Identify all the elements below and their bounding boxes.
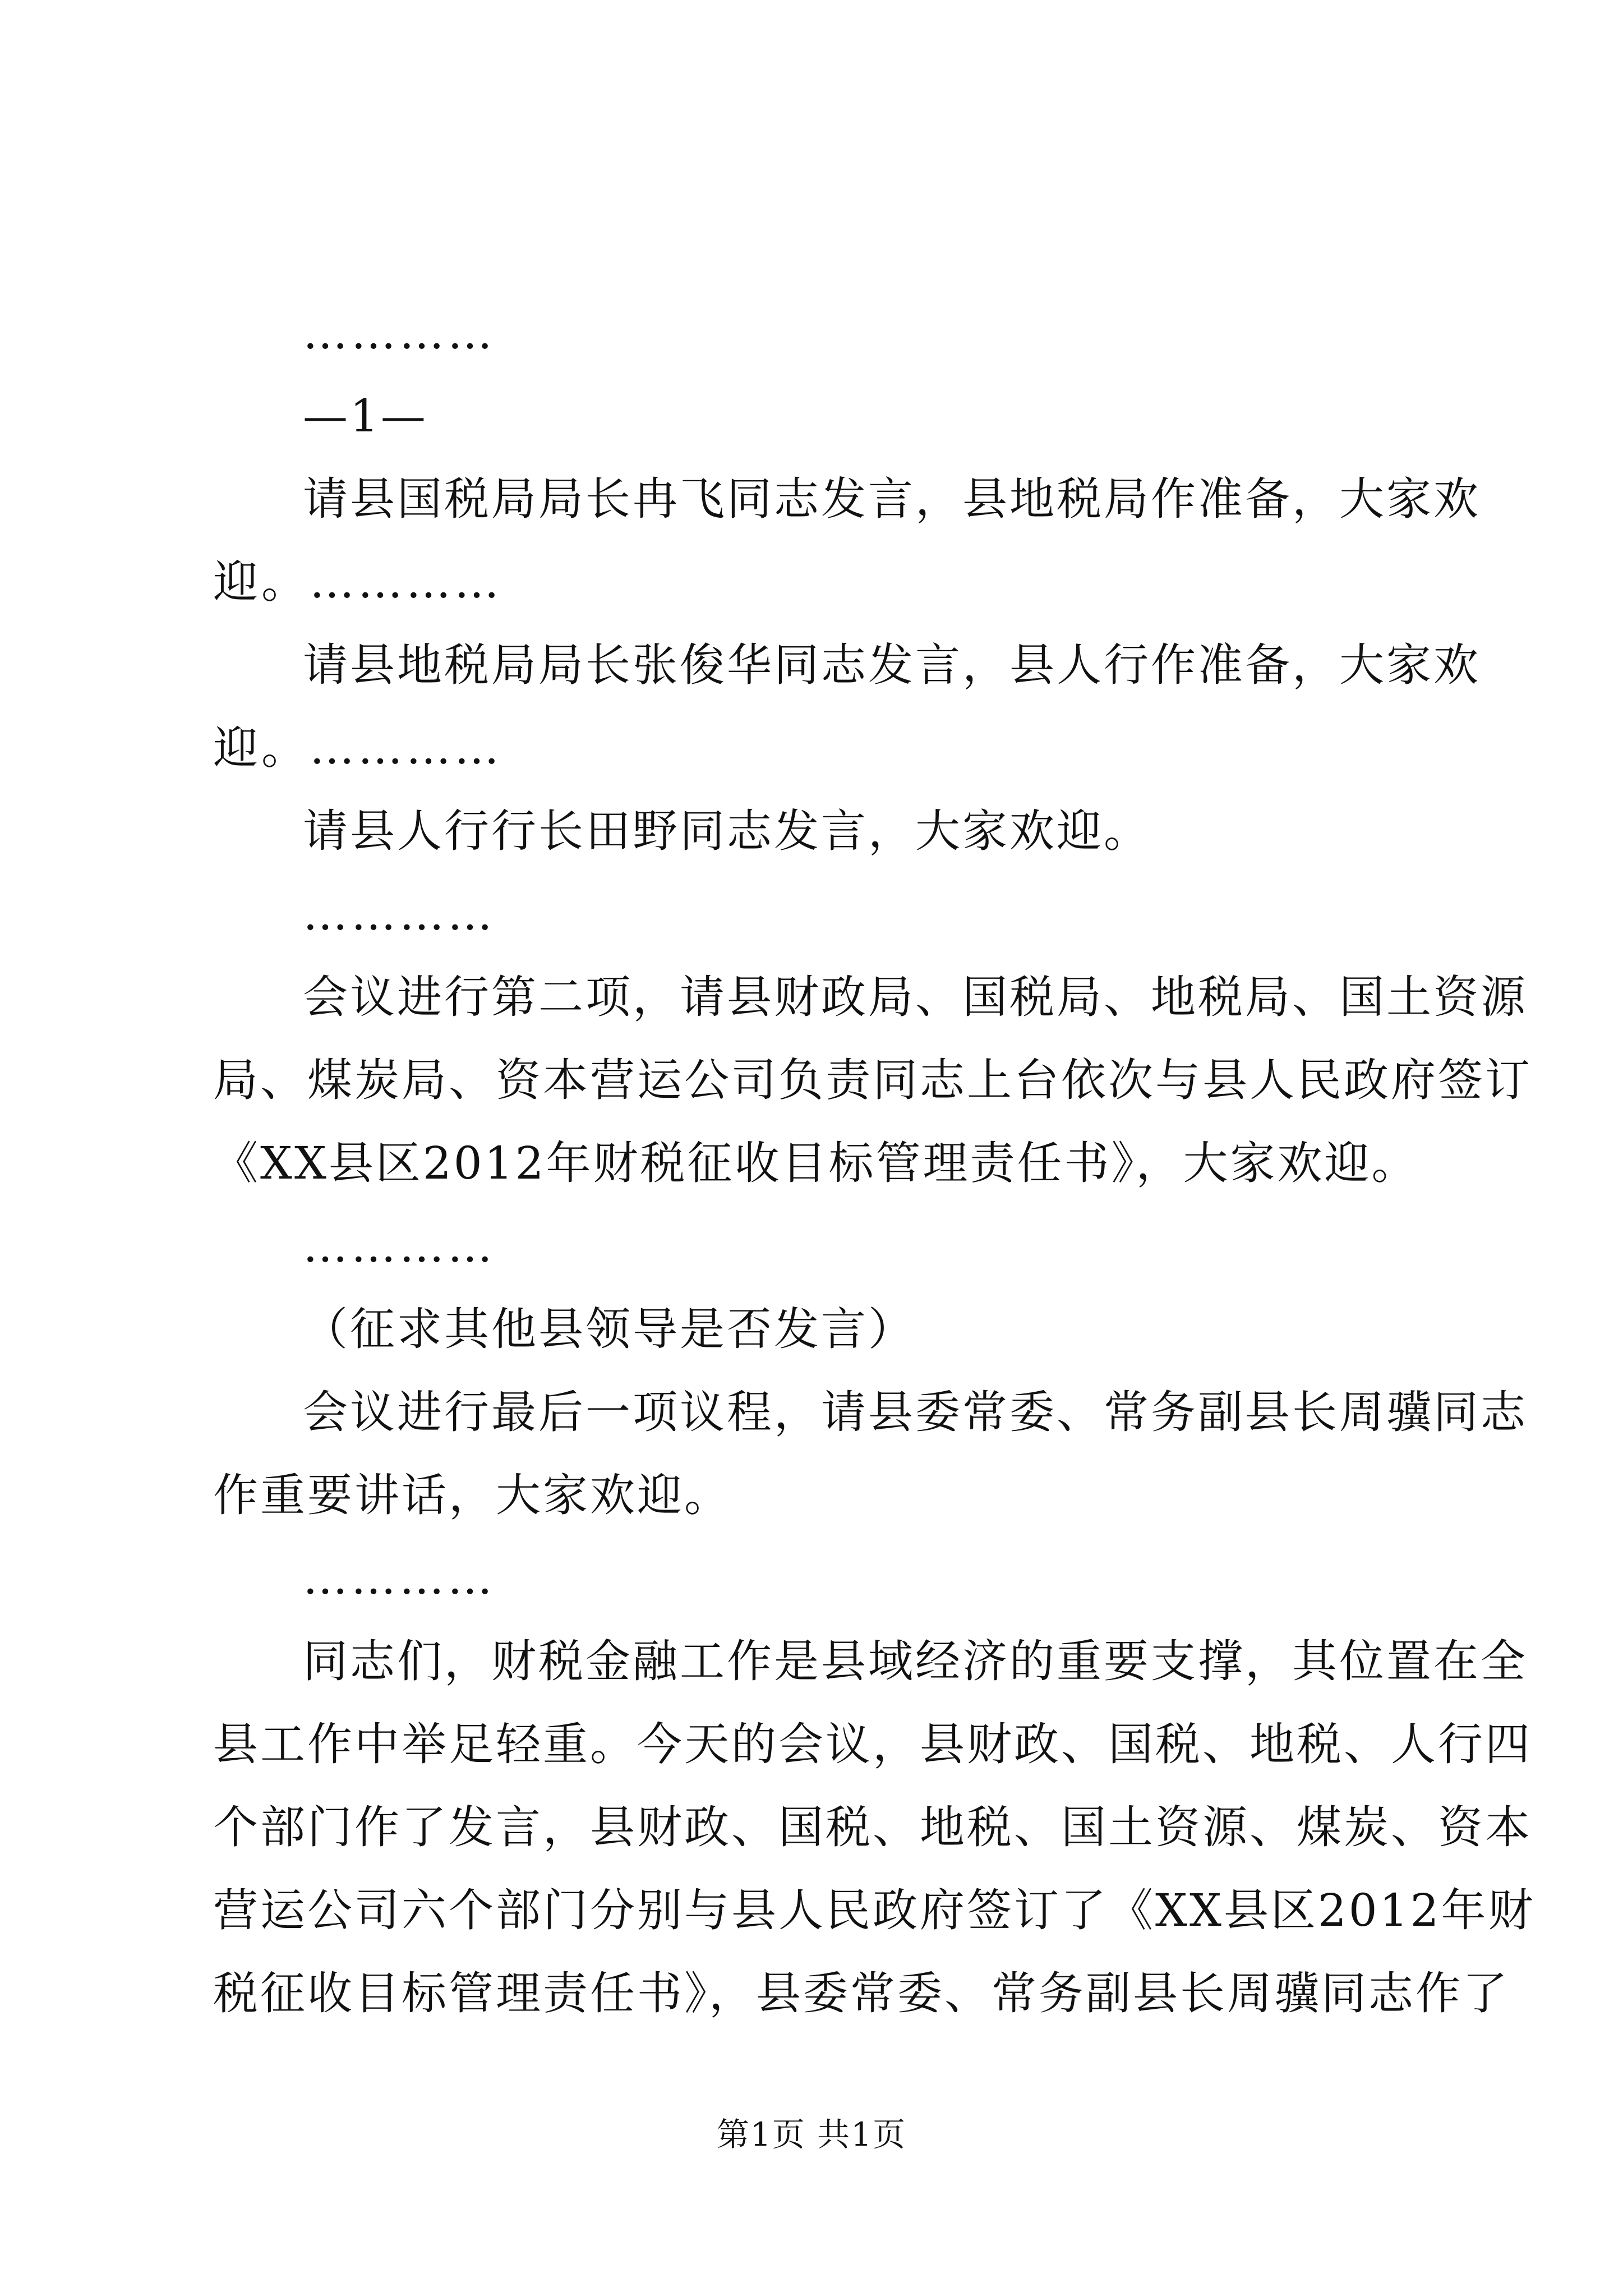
paragraph-line: 局、煤炭局、资本营运公司负责同志上台依次与县人民政府签订 xyxy=(213,1054,1532,1106)
paragraph-line: 迎。………… xyxy=(213,722,502,774)
paragraph-line: 请县地税局局长张俊华同志发言，县人行作准备，大家欢 xyxy=(303,639,1481,691)
paragraph-line: （征求其他县领导是否发言） xyxy=(303,1303,915,1355)
ellipsis-line: ………… xyxy=(303,1220,496,1272)
paragraph-line: 营运公司六个部门分别与县人民政府签订了《XX县区2012年财 xyxy=(213,1884,1536,1936)
paragraph-line: 迎。………… xyxy=(213,556,502,608)
paragraph-line: 请县国税局局长冉飞同志发言，县地税局作准备，大家欢 xyxy=(303,473,1481,525)
ellipsis-line: ………… xyxy=(303,1552,496,1604)
paragraph-line: 《XX县区2012年财税征收目标管理责任书》，大家欢迎。 xyxy=(213,1137,1419,1189)
paragraph-line: 作重要讲话，大家欢迎。 xyxy=(213,1469,731,1521)
paragraph-line: 个部门作了发言，县财政、国税、地税、国土资源、煤炭、资本 xyxy=(213,1801,1532,1853)
paragraph-line: 税征收目标管理责任书》，县委常委、常务副县长周骥同志作了 xyxy=(213,1967,1510,2019)
ellipsis-line: ………… xyxy=(303,888,496,940)
document-body xyxy=(213,292,1536,2035)
paragraph-line: 同志们，财税金融工作是县域经济的重要支撑，其位置在全 xyxy=(303,1635,1528,1687)
ellipsis-line: ………… xyxy=(303,307,496,359)
paragraph-line: 会议进行最后一项议程，请县委常委、常务副县长周骥同志 xyxy=(303,1386,1528,1438)
paragraph-line: 会议进行第二项，请县财政局、国税局、地税局、国土资源 xyxy=(303,971,1528,1023)
paragraph-line: 请县人行行长田野同志发言，大家欢迎。 xyxy=(303,805,1151,857)
page-marker: —1— xyxy=(303,390,428,442)
paragraph-line: 县工作中举足轻重。今天的会议，县财政、国税、地税、人行四 xyxy=(213,1718,1532,1770)
page-footer: 第1页 共1页 xyxy=(716,2115,907,2154)
